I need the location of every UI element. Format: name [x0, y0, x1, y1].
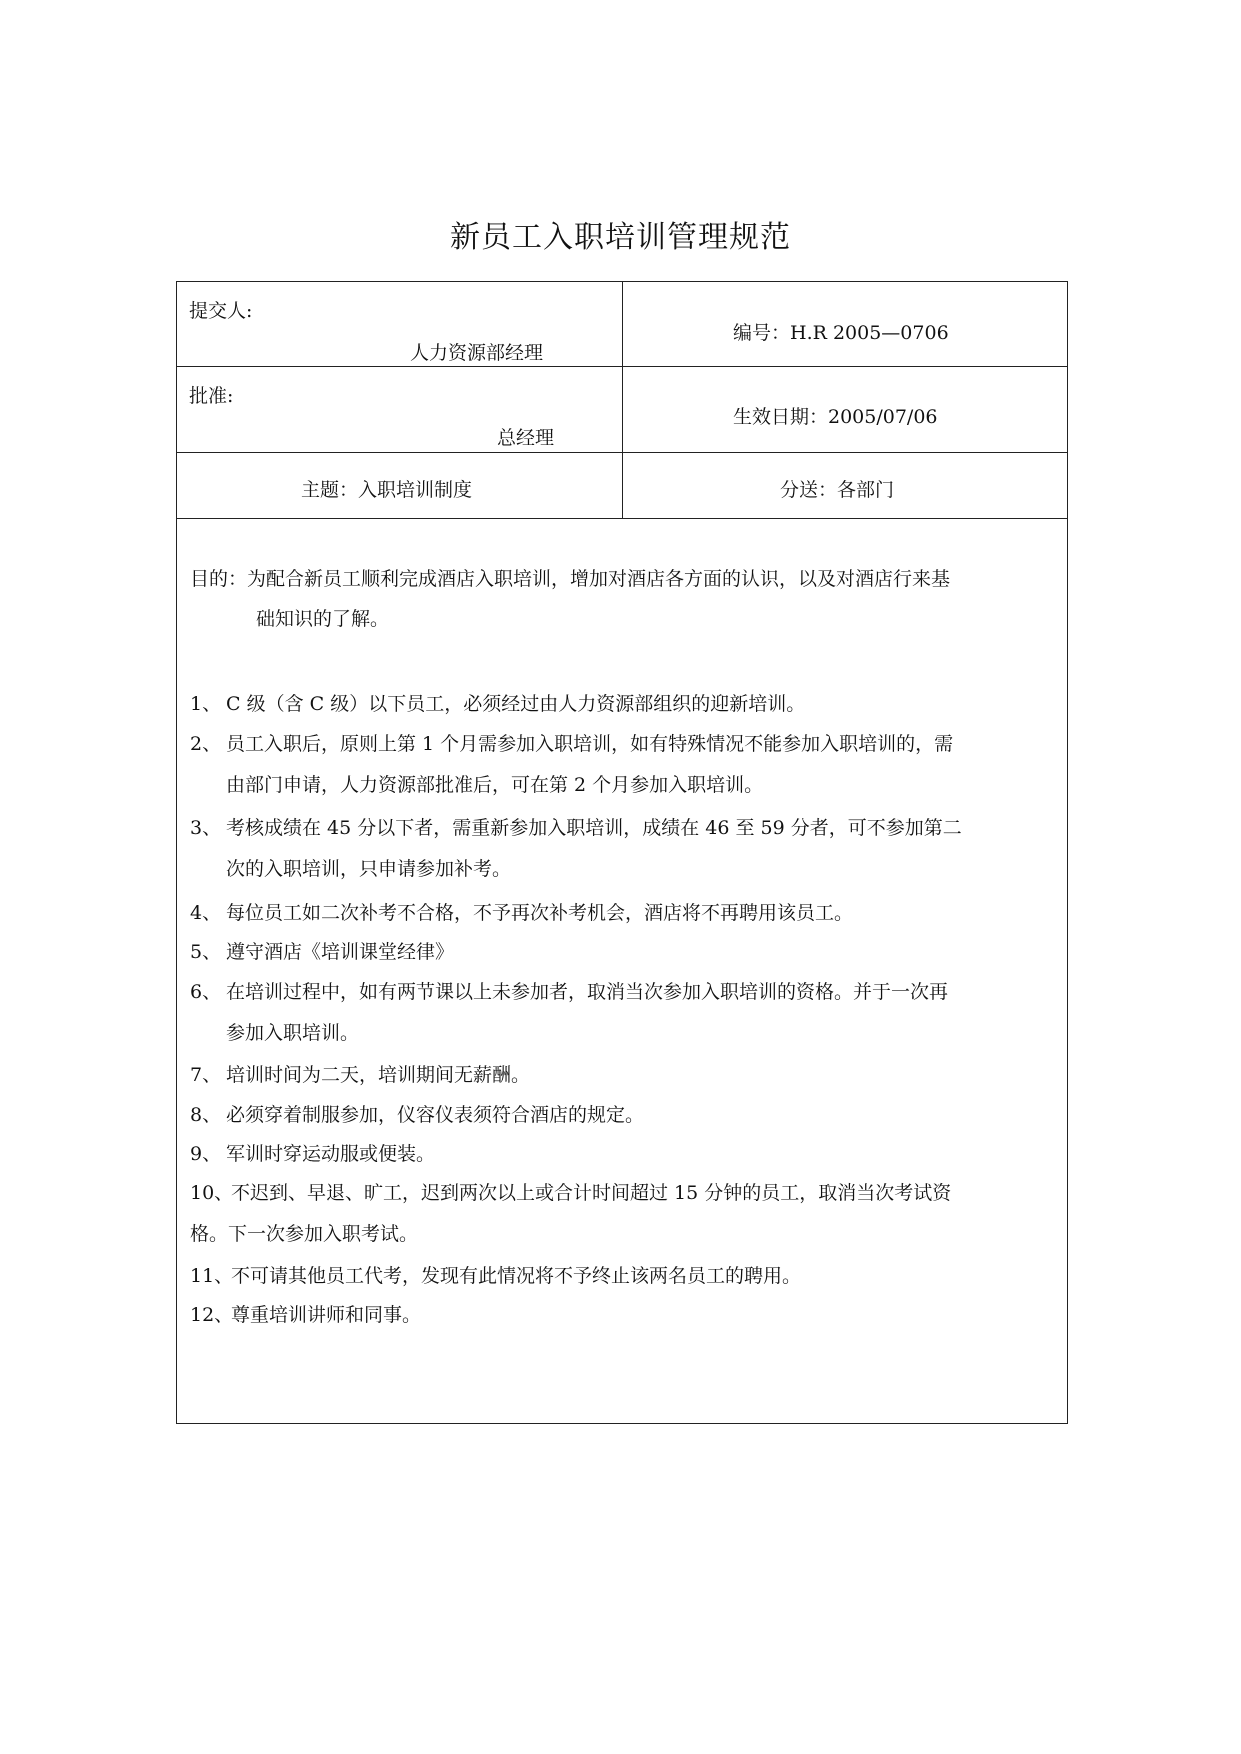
rule-number: 8、 — [190, 1104, 222, 1126]
rule-number: 6、 — [190, 981, 222, 1003]
rule-number: 10、 — [190, 1182, 234, 1204]
distribution: 分送：各部门 — [780, 479, 895, 501]
purpose-line-1: 目的：为配合新员工顺利完成酒店入职培训，增加对酒店各方面的认识，以及对酒店行来基 — [190, 568, 951, 590]
rule-text: 军训时穿运动服或便装。 — [226, 1143, 436, 1165]
rule-text: 不可请其他员工代考，发现有此情况将不予终止该两名员工的聘用。 — [231, 1265, 802, 1287]
rule-number: 4、 — [190, 902, 222, 924]
rule-text: 员工入职后，原则上第 1 个月需参加入职培训，如有特殊情况不能参加入职培训的，需 — [226, 733, 954, 755]
rule-text: 不迟到、早退、旷工，迟到两次以上或合计时间超过 15 分钟的员工，取消当次考试资 — [231, 1182, 952, 1204]
rule-text-continued: 格。下一次参加入职考试。 — [190, 1223, 419, 1245]
rule-number: 9、 — [190, 1143, 222, 1165]
approver-label: 批准: — [189, 385, 234, 407]
rule-text: 遵守酒店《培训课堂经律》 — [226, 941, 455, 963]
row-divider — [177, 518, 1067, 519]
rule-text: C 级（含 C 级）以下员工，必须经过由人力资源部组织的迎新培训。 — [226, 693, 806, 715]
rule-text: 每位员工如二次补考不合格，不予再次补考机会，酒店将不再聘用该员工。 — [226, 902, 854, 924]
rule-number: 11、 — [190, 1265, 234, 1287]
document-code: 编号：H.R 2005—0706 — [733, 322, 949, 344]
rule-number: 3、 — [190, 817, 222, 839]
purpose-line-2: 础知识的了解。 — [256, 608, 390, 630]
rule-text-continued: 次的入职培训，只申请参加补考。 — [226, 858, 512, 880]
rule-number: 1、 — [190, 693, 222, 715]
rule-text-continued: 参加入职培训。 — [226, 1022, 360, 1044]
rule-number: 7、 — [190, 1064, 222, 1086]
rule-text: 必须穿着制服参加，仪容仪表须符合酒店的规定。 — [226, 1104, 645, 1126]
subject: 主题：入职培训制度 — [301, 479, 473, 501]
form-table — [176, 281, 1068, 1424]
submitter-value: 人力资源部经理 — [410, 342, 544, 364]
column-divider — [622, 282, 623, 518]
rule-text-continued: 由部门申请，人力资源部批准后，可在第 2 个月参加入职培训。 — [226, 774, 764, 796]
rule-text: 考核成绩在 45 分以下者，需重新参加入职培训，成绩在 46 至 59 分者，可不参加第二 — [226, 817, 962, 839]
rule-number: 2、 — [190, 733, 222, 755]
submitter-label: 提交人: — [189, 300, 253, 322]
approver-value: 总经理 — [497, 427, 555, 449]
rule-number: 12、 — [190, 1304, 234, 1326]
effective-date: 生效日期：2005/07/06 — [733, 406, 938, 428]
document-title: 新员工入职培训管理规范 — [450, 220, 791, 255]
rule-number: 5、 — [190, 941, 222, 963]
rule-text: 尊重培训讲师和同事。 — [231, 1304, 422, 1326]
rule-text: 培训时间为二天，培训期间无薪酬。 — [226, 1064, 531, 1086]
rule-text: 在培训过程中，如有两节课以上未参加者，取消当次参加入职培训的资格。并于一次再 — [226, 981, 949, 1003]
